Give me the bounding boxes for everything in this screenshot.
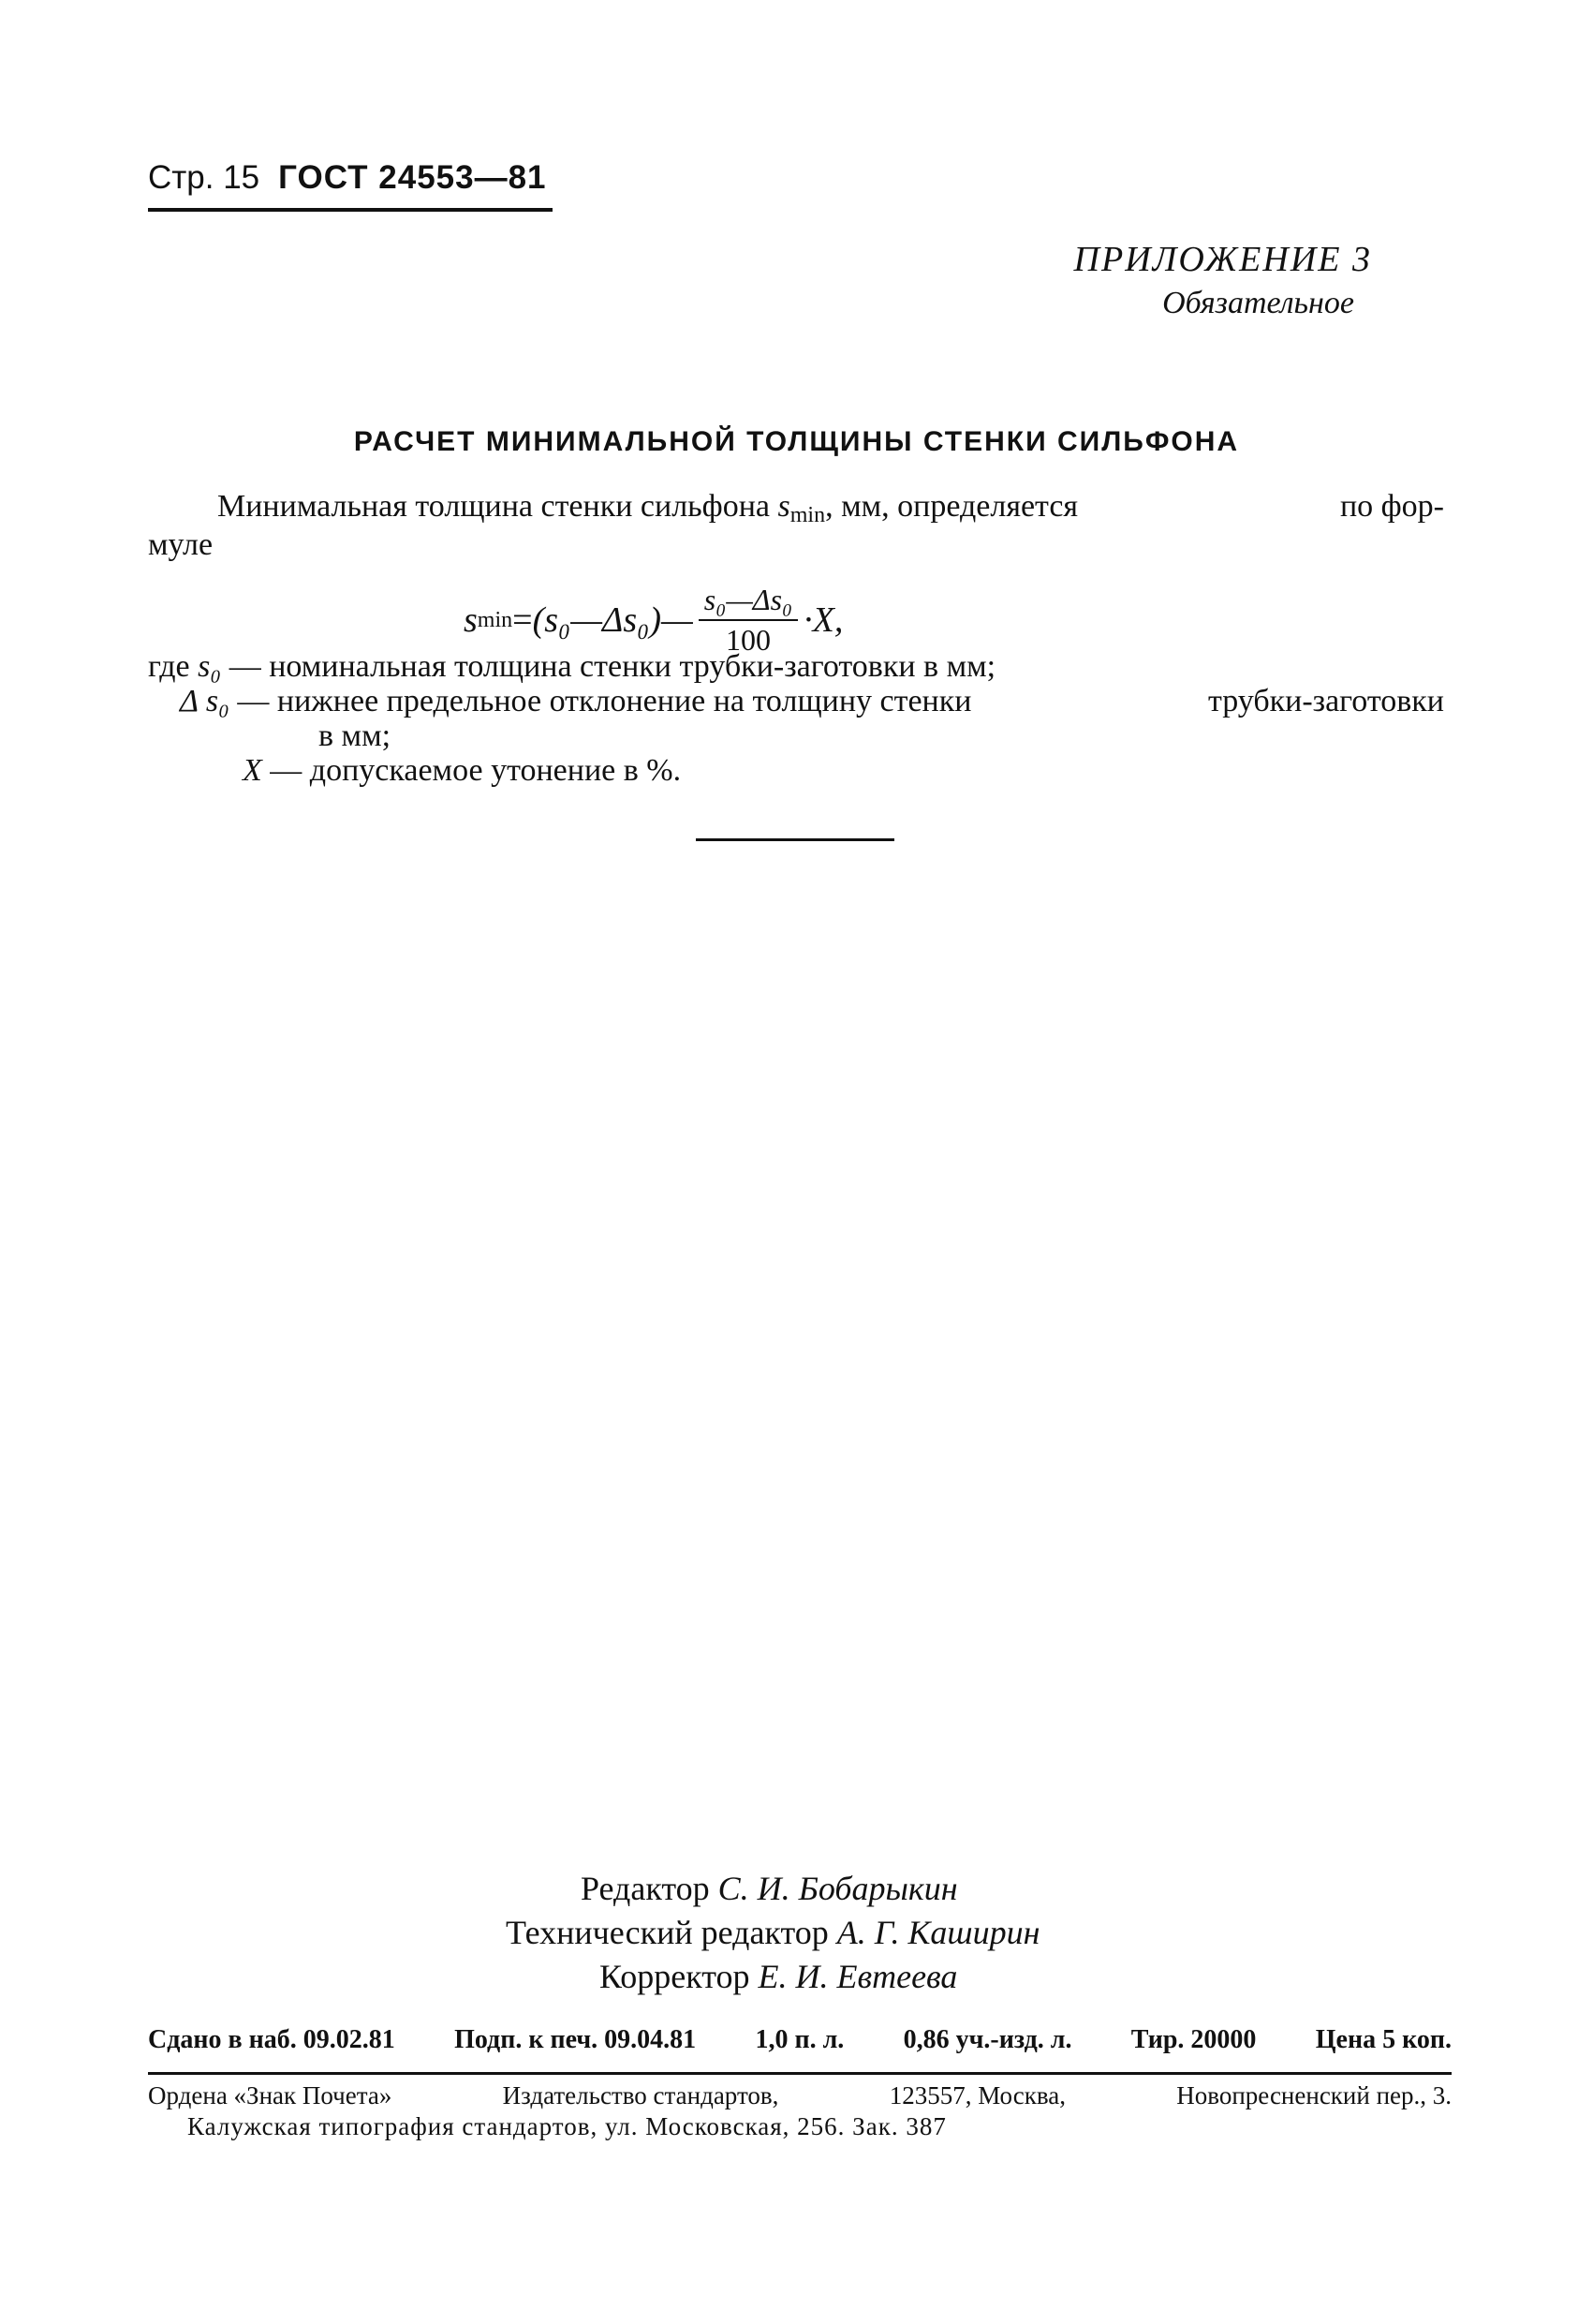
intro-part-1: Минимальная толщина стенки сильфона bbox=[217, 489, 771, 524]
publisher-part: Ордена «Знак Почета» bbox=[148, 2081, 392, 2109]
intro-line-2: муле bbox=[148, 527, 214, 562]
publisher-line-2: Калужская типография стандартов, ул. Московская, 256. Зак. 387 bbox=[187, 2112, 947, 2140]
credit-name: А. Г. Каширин bbox=[836, 1914, 1040, 1951]
standard-code: ГОСТ 24553—81 bbox=[278, 159, 547, 196]
where-x-symbol: X bbox=[243, 753, 262, 788]
credit-editor bbox=[581, 1869, 958, 1908]
page-header bbox=[148, 159, 547, 197]
appendix-status: Обязательное bbox=[1162, 286, 1354, 320]
publisher-line-1 bbox=[148, 2081, 1452, 2110]
where-ds0-cont: в мм; bbox=[318, 718, 391, 753]
where-x bbox=[243, 753, 681, 789]
imprint-item: 0,86 уч.-изд. л. bbox=[903, 2025, 1072, 2054]
page-number: Стр. 15 bbox=[148, 159, 260, 196]
intro-part-3: по фор- bbox=[1339, 489, 1444, 524]
formula-lhs: s bbox=[464, 600, 478, 640]
formula-fraction bbox=[699, 583, 798, 658]
imprint-item: Цена 5 коп. bbox=[1315, 2025, 1452, 2054]
imprint-line bbox=[148, 2025, 1452, 2055]
header-rule bbox=[148, 208, 553, 212]
credit-role: Технический редактор bbox=[506, 1914, 829, 1951]
publisher-part: Издательство стандартов, bbox=[502, 2081, 779, 2109]
where-ds0-symbol: Δ s₀ bbox=[180, 684, 229, 718]
section-heading: РАСЧЕТ МИНИМАЛЬНОЙ ТОЛЩИНЫ СТЕНКИ СИЛЬФОНА bbox=[353, 426, 1240, 457]
publisher-part: Новопресненский пер., 3. bbox=[1176, 2081, 1452, 2109]
formula-lhs-sub: min bbox=[477, 607, 513, 632]
formula-denominator: 100 bbox=[725, 623, 771, 657]
formula bbox=[464, 583, 843, 658]
credit-name: Е. И. Евтеева bbox=[758, 1958, 958, 1995]
section-divider bbox=[696, 838, 894, 841]
imprint-item: Тир. 20000 bbox=[1130, 2025, 1257, 2054]
formula-paren: (s₀—Δs₀)— bbox=[532, 600, 693, 640]
where-s0-desc: — номинальная толщина стенки трубки-заготовки в мм; bbox=[229, 649, 996, 684]
where-s0 bbox=[148, 649, 996, 685]
credit-name: С. И. Бобарыкин bbox=[717, 1870, 958, 1907]
imprint-item: Подп. к печ. 09.04.81 bbox=[454, 2025, 697, 2054]
intro-text-left bbox=[217, 489, 1078, 528]
where-ds0-desc-a: — нижнее предельное отклонение на толщину стенки bbox=[237, 684, 972, 718]
intro-symbol: s bbox=[777, 489, 790, 524]
formula-tail: ·X, bbox=[804, 600, 844, 640]
publisher-part: 123557, Москва, bbox=[889, 2081, 1066, 2109]
intro-part-2: , мм, определяется bbox=[825, 489, 1079, 524]
where-s0-symbol: s₀ bbox=[198, 649, 222, 684]
credit-tech-editor bbox=[506, 1913, 1040, 1952]
intro-line-1 bbox=[217, 489, 1444, 528]
intro-symbol-sub: min bbox=[789, 503, 826, 527]
where-x-desc: — допускаемое утонение в %. bbox=[270, 753, 682, 788]
formula-numerator: s₀—Δs₀ bbox=[699, 583, 798, 621]
imprint-rule bbox=[148, 2072, 1452, 2075]
where-ds0 bbox=[180, 684, 1444, 719]
where-ds0-desc-b: трубки-заготовки bbox=[1207, 684, 1444, 718]
imprint-item: 1,0 п. л. bbox=[755, 2025, 845, 2054]
formula-eq: = bbox=[512, 600, 533, 640]
where-prefix: где bbox=[148, 649, 190, 684]
credit-corrector bbox=[599, 1957, 957, 1996]
credit-role: Корректор bbox=[599, 1958, 750, 1995]
credit-role: Редактор bbox=[581, 1870, 710, 1907]
imprint-item: Сдано в наб. 09.02.81 bbox=[148, 2025, 395, 2054]
appendix-title: ПРИЛОЖЕНИЕ 3 bbox=[1073, 240, 1372, 279]
